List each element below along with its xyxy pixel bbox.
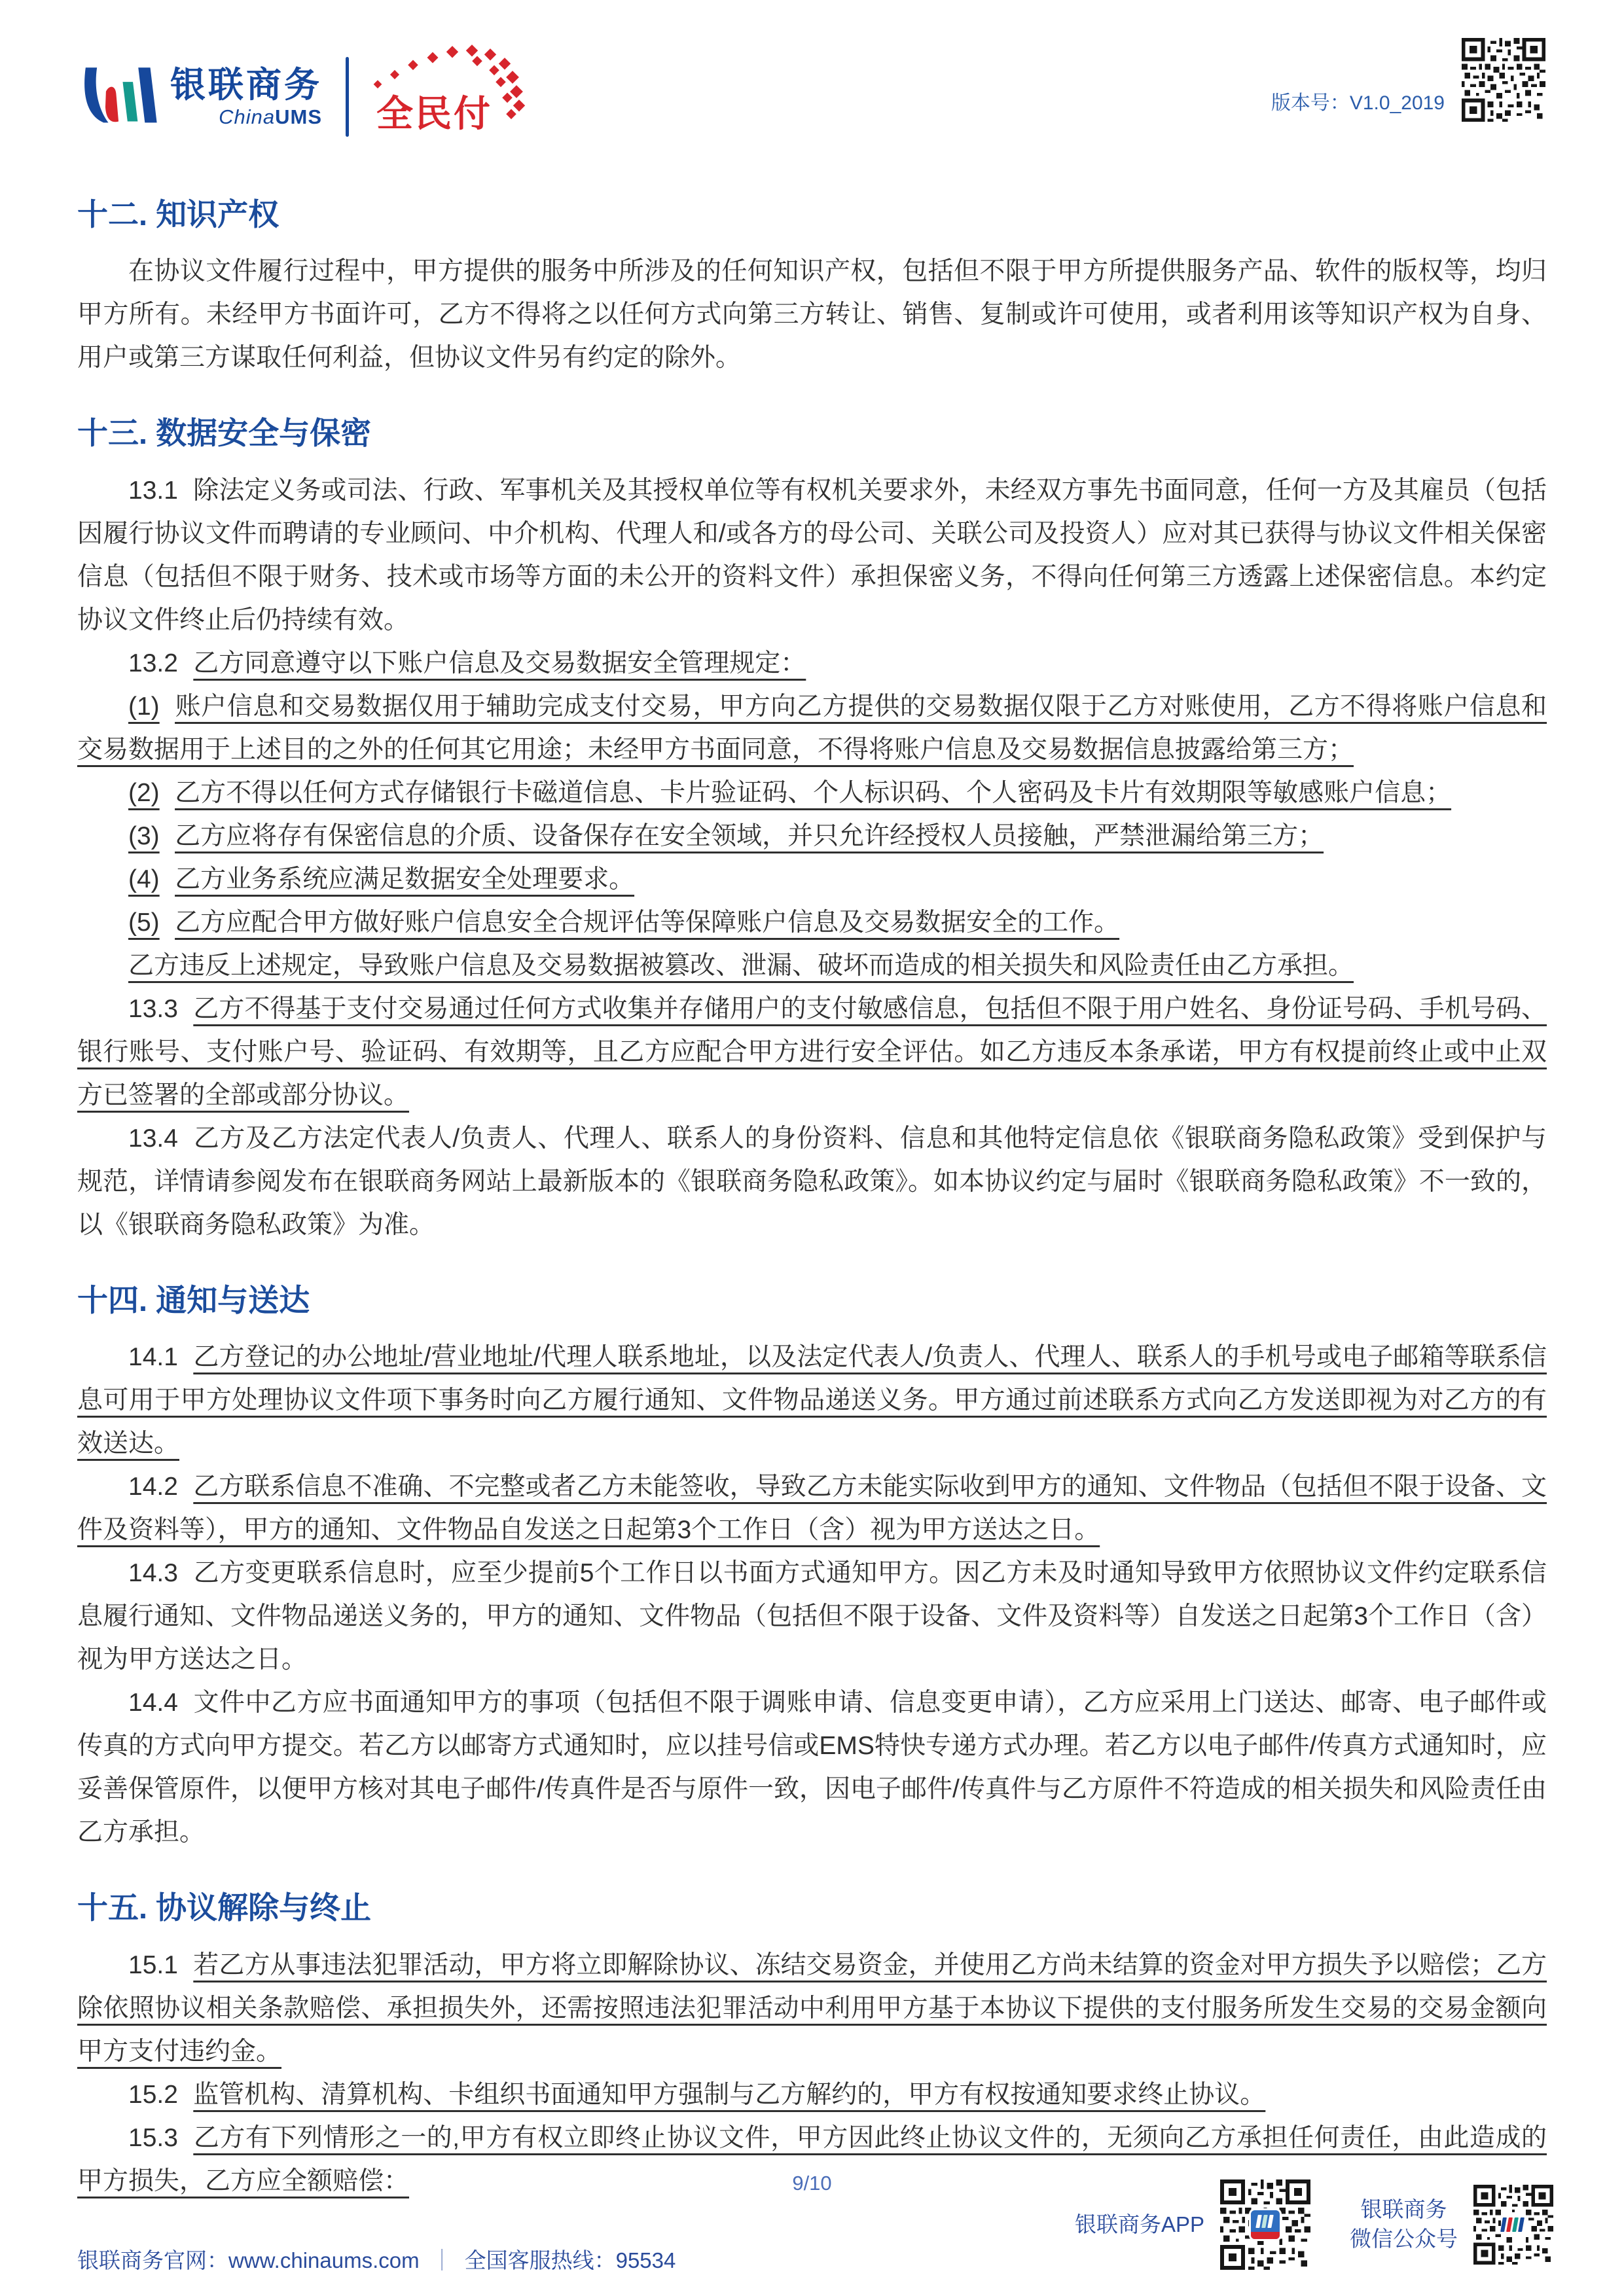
clause-12-body: 在协议文件履行过程中，甲方提供的服务中所涉及的任何知识产权，包括但不限于甲方所提供服务产品、软件的版权等，均归甲方所有。未经甲方书面许可，乙方不得将之以任何方式向第三方转让、销售、复制或许可使用，或者利用该等知识产权为自身、用户或第三方谋取任何利益，但协议文件另有约定的除外。 (77, 257, 1547, 372)
clause-15-1: 15.1 若乙方从事违法犯罪活动，甲方将立即解除协议、冻结交易资金，并使用乙方尚未结算的资金对甲方损失予以赔偿；乙方除依照协议相关条款赔偿、承担损失外，还需按照违法犯罪活动中利用甲方基于本协议下提供的支付服务所发生交易的交易金额向甲方支付违约金。 (77, 1950, 1547, 2066)
section-12-title: 十二. 知识产权 (77, 197, 280, 232)
footer-website: 银联商务官网：www.chinaums.com (77, 2248, 420, 2272)
footer-qr-group (1075, 2179, 1553, 2270)
clause-13-2-item-1: (1) 账户信息和交易数据仅用于辅助完成支付交易，甲方向乙方提供的交易数据仅限于乙方对账使用，乙方不得将账户信息和交易数据用于上述目的之外的任何其它用途；未经甲方书面同意，不得将账户信息及交易数据信息披露给第三方； (77, 692, 1547, 764)
clause-13-2-violation: 乙方违反上述规定，导致账户信息及交易数据被篡改、泄漏、破坏而造成的相关损失和风险责任由乙方承担。 (128, 951, 1354, 980)
page-header (0, 0, 1624, 164)
wechat-qr-label: 银联商务 微信公众号 (1350, 2197, 1458, 2251)
section-13 (77, 415, 1547, 1246)
clause-15-3: 15.3 乙方有下列情形之一的,甲方有权立即终止协议文件，甲方因此终止协议文件的，无须向乙方承担任何责任，由此造成的甲方损失，乙方应全额赔偿： (77, 2123, 1547, 2195)
clause-13-2-item-5: (5) 乙方应配合甲方做好账户信息安全合规评估等保障账户信息及交易数据安全的工作。 (128, 908, 1120, 937)
header-right (1271, 38, 1545, 122)
chinaums-app-icon (1249, 2208, 1282, 2241)
clause-15-2: 15.2 监管机构、清算机构、卡组织书面通知甲方强制与乙方解约的，甲方有权按通知要求终止协议。 (128, 2080, 1266, 2109)
chinaums-wordmark (170, 67, 322, 127)
section-13-title: 十三. 数据安全与保密 (77, 416, 372, 451)
clause-14-3: 14.3 乙方变更联系信息时，应至少提前5个工作日以书面方式通知甲方。因乙方未及时通知导致甲方依照协议文件约定联系信息履行通知、文件物品递送义务的，甲方的通知、文件物品（包括但不限于设备、文件及资料等）自发送之日起第3个工作日（含）视为甲方送达之日。 (77, 1559, 1547, 1674)
clause-13-4: 13.4 乙方及乙方法定代表人/负责人、代理人、联系人的身份资料、信息和其他特定信息依《银联商务隐私政策》受到保护与规范，详情请参阅发布在银联商务网站上最新版本的《银联商务隐私政策》。如本协议约定与届时《银联商务隐私政策》不一致的，以《银联商务隐私政策》为准。 (77, 1124, 1547, 1239)
clause-14-1: 14.1 乙方登记的办公地址/营业地址/代理人联系地址，以及法定代表人/负责人、代理人、联系人的手机号或电子邮箱等联系信息可用于甲方处理协议文件项下事务时向乙方履行通知、文件物品递送义务。甲方通过前述联系方式向乙方发送即视为对乙方的有效送达。 (77, 1343, 1547, 1458)
brand-name-cn: 银联商务 (170, 65, 322, 105)
chinaums-logo (77, 52, 536, 141)
version-label: 版本号：V1.0_2019 (1271, 92, 1445, 114)
section-15-title: 十五. 协议解除与终止 (77, 1890, 372, 1926)
chinaums-mark-mini-icon (1501, 2212, 1526, 2237)
quanminfu-logo (372, 43, 536, 141)
header-qr-code-icon (1462, 38, 1545, 122)
clause-13-3: 13.3 乙方不得基于支付交易通过任何方式收集并存储用户的支付敏感信息，包括但不限于用户姓名、身份证号码、手机号码、银行账号、支付账户号、验证码、有效期等，且乙方应配合甲方进行安全评估。如乙方违反本条承诺，甲方有权提前终止或中止双方已签署的全部或部分协议。 (77, 994, 1547, 1109)
footer-hotline: 全国客服热线：95534 (464, 2248, 676, 2272)
app-qr-code (1220, 2179, 1310, 2270)
logo-divider (346, 57, 349, 137)
clause-13-2-item-2: (2) 乙方不得以任何方式存储银行卡磁道信息、卡片验证码、个人标识码、个人密码及卡片有效期限等敏感账户信息； (128, 778, 1452, 807)
brand-name-en: ChinaUMS (219, 105, 322, 128)
clause-13-2: 13.2 乙方同意遵守以下账户信息及交易数据安全管理规定： (128, 649, 806, 677)
section-14-title: 十四. 通知与送达 (77, 1282, 310, 1318)
clause-13-2-item-3: (3) 乙方应将存有保密信息的介质、设备保存在安全领域，并只允许经授权人员接触，严禁泄漏给第三方； (128, 821, 1324, 850)
chinaums-logo-mark-icon (77, 62, 161, 132)
clause-13-1: 13.1 除法定义务或司法、行政、军事机关及其授权单位等有权机关要求外，未经双方事先书面同意，任何一方及其雇员（包括因履行协议文件而聘请的专业顾问、中介机构、代理人和/或各方的母公司、关联公司及投资人）应对其已获得与协议文件相关保密信息（包括但不限于财务、技术或市场等方面的未公开的资料文件）承担保密义务，不得向任何第三方透露上述保密信息。本约定协议文件终止后仍持续有效。 (77, 476, 1547, 634)
wechat-qr-code (1473, 2185, 1553, 2265)
product-name: 全民付 (376, 93, 492, 134)
footer-contact (77, 2244, 676, 2274)
clause-14-2: 14.2 乙方联系信息不准确、不完整或者乙方未能签收，导致乙方未能实际收到甲方的通知、文件物品（包括但不限于设备、文件及资料等），甲方的通知、文件物品自发送之日起第3个工作日（含）视为甲方送达之日。 (77, 1473, 1547, 1545)
clause-14-4: 14.4 文件中乙方应书面通知甲方的事项（包括但不限于调账申请、信息变更申请），乙方应采用上门送达、邮寄、电子邮件或传真的方式向甲方提交。若乙方以邮寄方式通知时，应以挂号信或EMS特快专递方式办理。若乙方以电子邮件/传真方式通知时，应妥善保管原件，以便甲方核对其电子邮件/传真件是否与原件一致，因电子邮件/传真件与乙方原件不符造成的相关损失和风险责任由乙方承担。 (77, 1689, 1547, 1847)
section-15 (77, 1890, 1547, 2202)
section-14 (77, 1282, 1547, 1854)
page-number: 9/10 (792, 2172, 832, 2195)
app-qr-label: 银联商务APP (1074, 2212, 1204, 2236)
clause-13-2-item-4: (4) 乙方业务系统应满足数据安全处理要求。 (128, 865, 635, 893)
footer-separator: ｜ (431, 2248, 453, 2272)
section-12 (77, 196, 1547, 380)
document-body (77, 162, 1547, 2203)
